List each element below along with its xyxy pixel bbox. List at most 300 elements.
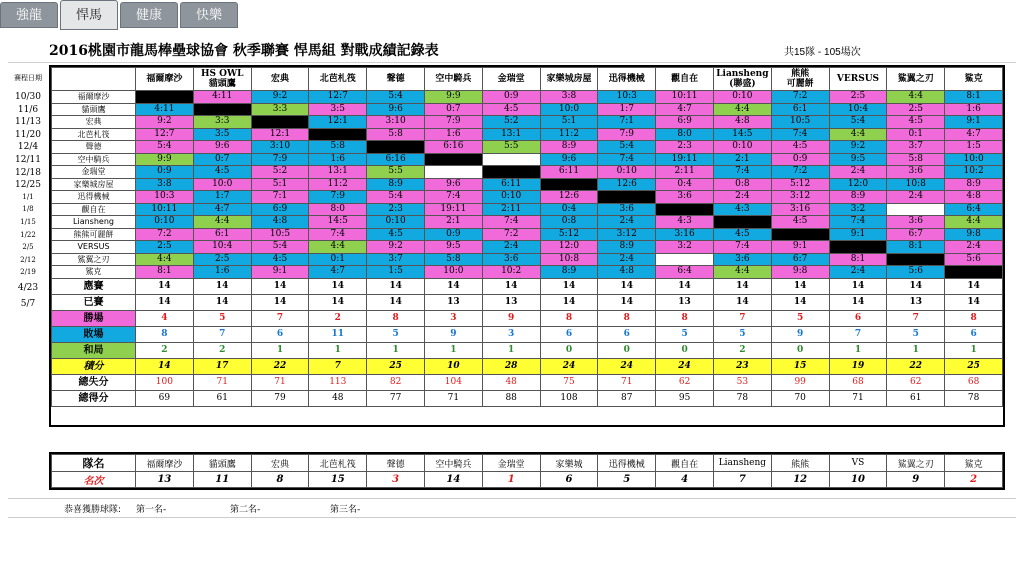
match-result-cell: 5:4 [367,191,425,204]
match-result-cell: 10:8 [887,178,945,191]
tab-qianglong[interactable]: 強龍 [0,2,58,28]
rank-label: 名次 [52,472,136,488]
runs-scored-value: 71 [424,390,482,406]
stat-label: 應賽 [52,278,136,294]
match-result-cell: 3:12 [598,228,656,241]
match-result-cell: 9:1 [771,241,829,254]
sheet-tabs [0,0,260,30]
game-date: 1/1 [22,192,34,201]
match-result-cell: 3:16 [656,228,714,241]
stat-value: 14 [367,294,425,310]
stat-value: 9 [482,310,540,326]
match-result-cell: 12:1 [251,128,309,141]
match-result-cell: 2:4 [713,191,771,204]
second-place: 第二名- [230,505,261,515]
match-result-cell: 6:4 [945,203,1003,216]
rank-value: 13 [136,472,194,488]
third-place: 第三名- [330,505,361,515]
match-result-cell: 4:4 [829,128,887,141]
match-result-cell: 8:9 [540,141,598,154]
game-date: 10/30 [15,92,41,102]
match-result-cell: 7:2 [771,91,829,104]
match-result-cell: 2:4 [482,241,540,254]
match-result-cell: 3:10 [367,116,425,129]
team-header: 鯊克 [945,68,1003,91]
congrats-label: 恭喜獲勝球隊: [64,505,122,515]
match-result-cell: 2:5 [829,91,887,104]
row-team-label: 北芭札筏 [52,128,136,141]
match-result-cell [424,166,482,179]
date-header: 賽程日期 [14,74,42,82]
team-row [52,91,1003,104]
runs-scored-row [52,390,1003,406]
rank-value: 1 [482,472,540,488]
team-row [52,128,1003,141]
team-row [52,153,1003,166]
match-result-cell: 2:4 [598,253,656,266]
match-result-cell: 9:2 [829,141,887,154]
match-result-cell: 8:9 [829,191,887,204]
team-header: Liansheng (聯盛) [713,68,771,91]
row-team-label: 鯊翼之刃 [52,253,136,266]
match-result-cell [771,228,829,241]
match-result-cell: 3:6 [482,253,540,266]
match-result-cell: 2:3 [656,141,714,154]
ranking-team: 家樂城 [540,455,598,472]
stat-value: 14 [771,278,829,294]
match-result-cell: 6:11 [540,166,598,179]
match-result-cell: 9:6 [424,178,482,191]
match-result-cell: 19:11 [424,203,482,216]
team-row [52,228,1003,241]
match-result-cell: 3:6 [598,203,656,216]
stat-value: 8 [540,310,598,326]
match-result-cell: 0:9 [136,166,194,179]
match-result-cell: 13:1 [482,128,540,141]
match-result-cell: 8:1 [829,253,887,266]
match-result-cell: 0:4 [656,178,714,191]
match-result-cell: 12:0 [829,178,887,191]
match-result-cell: 12:6 [540,191,598,204]
match-result-cell: 9:1 [829,228,887,241]
match-result-cell: 7:4 [713,241,771,254]
game-date: 11/6 [17,104,39,115]
points-value: 15 [771,358,829,374]
stat-value: 14 [540,278,598,294]
stat-value: 13 [887,294,945,310]
game-date: 11/20 [15,129,41,140]
runs-allowed-value: 99 [771,374,829,390]
match-result-cell [598,191,656,204]
stat-value: 7 [713,310,771,326]
runs-allowed-value: 62 [887,374,945,390]
points-value: 19 [829,358,887,374]
row-team-label: 鯊克 [52,266,136,279]
match-result-cell: 4:4 [309,241,367,254]
results-table [51,67,1003,407]
match-result-cell: 10:4 [829,103,887,116]
stat-value: 14 [309,278,367,294]
runs-scored-value: 88 [482,390,540,406]
stat-value: 2 [193,342,251,358]
runs-allowed-value: 53 [713,374,771,390]
stat-value: 1 [424,342,482,358]
rank-value: 5 [598,472,656,488]
match-result-cell [540,178,598,191]
points-value: 22 [251,358,309,374]
stat-value: 14 [136,294,194,310]
match-result-cell: 5:8 [887,153,945,166]
runs-scored-value: 87 [598,390,656,406]
match-result-cell: 7:2 [482,228,540,241]
match-result-cell [367,141,425,154]
match-result-cell: 4:4 [887,91,945,104]
match-result-cell: 4:11 [136,103,194,116]
match-result-cell: 0:10 [598,166,656,179]
stat-value: 14 [309,294,367,310]
match-result-cell: 7:4 [771,128,829,141]
ranking-team: 鯊克 [945,455,1003,472]
team-row [52,178,1003,191]
match-result-cell: 6:16 [367,153,425,166]
match-result-cell: 3:6 [887,216,945,229]
match-result-cell: 4:4 [713,266,771,279]
points-value: 25 [945,358,1003,374]
match-result-cell: 9:9 [136,153,194,166]
match-result-cell: 6:11 [482,178,540,191]
match-result-cell [424,153,482,166]
match-result-cell: 9:6 [193,141,251,154]
match-result-cell: 7:2 [771,166,829,179]
team-header: 宏典 [251,68,309,91]
team-header: HS OWL 貓頭鷹 [193,68,251,91]
match-result-cell: 5:5 [482,141,540,154]
match-result-cell: 2:5 [136,241,194,254]
points-value: 14 [136,358,194,374]
match-result-cell: 4:8 [598,266,656,279]
points-value: 7 [309,358,367,374]
match-result-cell: 4:5 [771,216,829,229]
team-header: 金瑞堂 [482,68,540,91]
runs-scored-value: 61 [887,390,945,406]
match-result-cell: 14:5 [309,216,367,229]
match-result-cell [945,266,1003,279]
match-result-cell: 8:0 [656,128,714,141]
stat-value: 0 [540,342,598,358]
match-result-cell: 6:7 [887,228,945,241]
stat-label: 和局 [52,342,136,358]
first-place: 第一名- [136,505,167,515]
match-result-cell: 6:9 [251,203,309,216]
stat-value: 1 [945,342,1003,358]
match-result-cell: 7:9 [309,191,367,204]
stat-value: 14 [367,278,425,294]
stat-value: 5 [887,326,945,342]
stat-row [52,310,1003,326]
stat-value: 13 [424,294,482,310]
rank-value: 15 [309,472,367,488]
stat-value: 2 [136,342,194,358]
match-result-cell: 11:2 [309,178,367,191]
match-result-cell: 7:4 [598,153,656,166]
match-result-cell: 2:4 [887,191,945,204]
match-result-cell: 2:5 [887,103,945,116]
match-result-cell: 4:8 [251,216,309,229]
stat-value: 5 [656,326,714,342]
match-result-cell: 10:3 [598,91,656,104]
points-value: 17 [193,358,251,374]
stat-value: 3 [424,310,482,326]
team-header: 聲德 [367,68,425,91]
team-row [52,203,1003,216]
tab-jiankang[interactable]: 健康 [120,2,178,28]
rank-value: 9 [887,472,945,488]
stat-value: 8 [598,310,656,326]
stat-date: 5/7 [20,299,36,309]
ranking-rank-row [52,472,1003,488]
rank-value: 14 [424,472,482,488]
row-team-label: 家樂城房屋 [52,178,136,191]
stat-value: 14 [136,278,194,294]
match-result-cell: 2:1 [713,153,771,166]
stat-value: 14 [945,278,1003,294]
runs-scored-value: 78 [945,390,1003,406]
team-header: 空中騎兵 [424,68,482,91]
match-result-cell: 6:1 [193,228,251,241]
results-matrix [49,65,1005,427]
row-team-label: VERSUS [52,241,136,254]
match-result-cell: 9:5 [424,241,482,254]
match-result-cell: 5:5 [367,166,425,179]
stat-value: 7 [887,310,945,326]
stat-value: 6 [540,326,598,342]
runs-allowed-value: 71 [598,374,656,390]
tab-hanma[interactable]: 悍馬 [60,0,118,30]
match-result-cell: 3:7 [887,141,945,154]
match-result-cell: 4:3 [656,216,714,229]
match-result-cell: 7:4 [829,216,887,229]
ranking-team: 福爾摩沙 [136,455,194,472]
match-result-cell: 8:9 [367,178,425,191]
match-result-cell: 3:6 [887,166,945,179]
runs-scored-value: 70 [771,390,829,406]
stat-value: 8 [656,310,714,326]
match-result-cell: 4:5 [367,228,425,241]
match-result-cell: 9:6 [540,153,598,166]
match-result-cell: 11:2 [540,128,598,141]
game-date: 2/12 [20,255,36,264]
points-value: 24 [540,358,598,374]
match-result-cell: 5:1 [251,178,309,191]
rank-value: 7 [713,472,771,488]
team-header: 觀自在 [656,68,714,91]
match-result-cell: 9:6 [367,103,425,116]
match-result-cell: 4:4 [713,103,771,116]
row-team-label: 宏典 [52,116,136,129]
match-result-cell: 7:1 [251,191,309,204]
stat-row [52,326,1003,342]
match-result-cell: 4:5 [771,141,829,154]
match-result-cell: 9:2 [136,116,194,129]
match-result-cell: 5:4 [136,141,194,154]
team-header: 家樂城房屋 [540,68,598,91]
match-result-cell: 5:6 [887,266,945,279]
match-result-cell: 4:5 [713,228,771,241]
match-result-cell: 10:5 [771,116,829,129]
match-result-cell: 9:2 [251,91,309,104]
match-result-cell: 0:9 [771,153,829,166]
row-team-label: Liansheng [52,216,136,229]
match-result-cell: 7:4 [482,216,540,229]
runs-allowed-value: 62 [656,374,714,390]
match-result-cell: 5:8 [367,128,425,141]
match-result-cell: 0:9 [482,91,540,104]
match-result-cell: 10:0 [193,178,251,191]
stat-value: 0 [598,342,656,358]
stat-value: 14 [945,294,1003,310]
match-result-cell: 7:4 [309,228,367,241]
team-row [52,266,1003,279]
ranking-team: 北芭札筏 [309,455,367,472]
match-result-cell: 2:3 [367,203,425,216]
match-result-cell: 0:1 [887,128,945,141]
ranking-team: Liansheng [713,455,771,472]
team-row [52,216,1003,229]
match-result-cell: 5:4 [598,141,656,154]
game-date: 2/5 [22,243,34,252]
match-result-cell [482,153,540,166]
game-date: 11/13 [15,117,41,128]
match-result-cell: 9:5 [829,153,887,166]
points-value: 23 [713,358,771,374]
runs-scored-value: 61 [193,390,251,406]
stat-row [52,294,1003,310]
runs-allowed-label: 總失分 [52,374,136,390]
match-result-cell: 4:8 [945,191,1003,204]
ranking-team: VS [829,455,887,472]
match-result-cell: 9:9 [424,91,482,104]
game-date: 1/15 [20,218,36,226]
row-team-label: 聲德 [52,141,136,154]
match-result-cell: 10:4 [193,241,251,254]
team-row [52,191,1003,204]
stat-value: 14 [829,294,887,310]
stat-value: 9 [424,326,482,342]
match-result-cell: 5:12 [540,228,598,241]
match-result-cell [251,116,309,129]
match-result-cell: 8:9 [540,266,598,279]
stat-value: 1 [482,342,540,358]
stat-value: 14 [251,278,309,294]
match-result-cell: 10:2 [945,166,1003,179]
row-team-label: 迅得機械 [52,191,136,204]
team-header: 迅得機械 [598,68,656,91]
match-result-cell: 1:6 [193,266,251,279]
match-result-cell: 2:5 [193,253,251,266]
stat-row [52,278,1003,294]
match-result-cell: 7:9 [598,128,656,141]
match-result-cell: 0:7 [193,153,251,166]
stat-value: 6 [829,310,887,326]
stat-value: 7 [251,310,309,326]
stat-value: 14 [598,294,656,310]
stat-value: 6 [251,326,309,342]
match-result-cell: 5:8 [424,253,482,266]
stat-value: 14 [251,294,309,310]
team-header: 福爾摩沙 [136,68,194,91]
match-result-cell: 2:1 [424,216,482,229]
stat-value: 14 [656,278,714,294]
match-result-cell: 6:9 [656,116,714,129]
match-result-cell: 14:5 [713,128,771,141]
stat-value: 14 [424,278,482,294]
runs-scored-label: 總得分 [52,390,136,406]
runs-allowed-value: 68 [945,374,1003,390]
match-result-cell: 12:7 [309,91,367,104]
match-result-cell [656,203,714,216]
stat-value: 6 [945,326,1003,342]
ranking-team: 金瑞堂 [482,455,540,472]
team-header-row [52,68,1003,91]
runs-scored-value: 78 [713,390,771,406]
match-result-cell: 2:4 [829,266,887,279]
team-row [52,103,1003,116]
match-result-cell: 4:4 [193,216,251,229]
match-result-cell: 0:10 [713,141,771,154]
stat-value: 11 [309,326,367,342]
stat-value: 13 [656,294,714,310]
game-date: 12/11 [15,155,41,165]
match-result-cell: 0:1 [309,253,367,266]
match-result-cell: 4:8 [713,116,771,129]
points-value: 28 [482,358,540,374]
match-result-cell: 19:11 [656,153,714,166]
rank-value: 4 [656,472,714,488]
match-result-cell: 8:1 [136,266,194,279]
title-row [8,38,1016,63]
runs-allowed-value: 113 [309,374,367,390]
stat-value: 5 [713,326,771,342]
stat-value: 14 [540,294,598,310]
match-result-cell: 10:2 [482,266,540,279]
match-result-cell: 12:7 [136,128,194,141]
match-result-cell: 1:7 [598,103,656,116]
stat-date: 4/23 [17,283,39,293]
stat-value: 14 [887,278,945,294]
match-result-cell: 1:6 [424,128,482,141]
runs-allowed-value: 71 [251,374,309,390]
match-result-cell: 9:8 [945,228,1003,241]
runs-allowed-value: 104 [424,374,482,390]
game-date: 1/8 [22,205,34,214]
ranking-box [49,452,1005,490]
match-result-cell: 3:2 [829,203,887,216]
match-result-cell: 0:4 [540,203,598,216]
match-result-cell: 7:9 [424,116,482,129]
match-result-cell: 3:8 [540,91,598,104]
rank-value: 11 [193,472,251,488]
match-result-cell: 6:4 [656,266,714,279]
ranking-team-row [52,455,1003,472]
tab-kuaile[interactable]: 快樂 [180,2,238,28]
game-date: 12/18 [15,167,41,178]
match-result-cell: 9:1 [945,116,1003,129]
match-result-cell: 2:4 [829,166,887,179]
ranking-team: 鯊翼之刃 [887,455,945,472]
game-date: 2/19 [20,268,36,277]
runs-scored-value: 69 [136,390,194,406]
match-result-cell: 3:3 [193,116,251,129]
